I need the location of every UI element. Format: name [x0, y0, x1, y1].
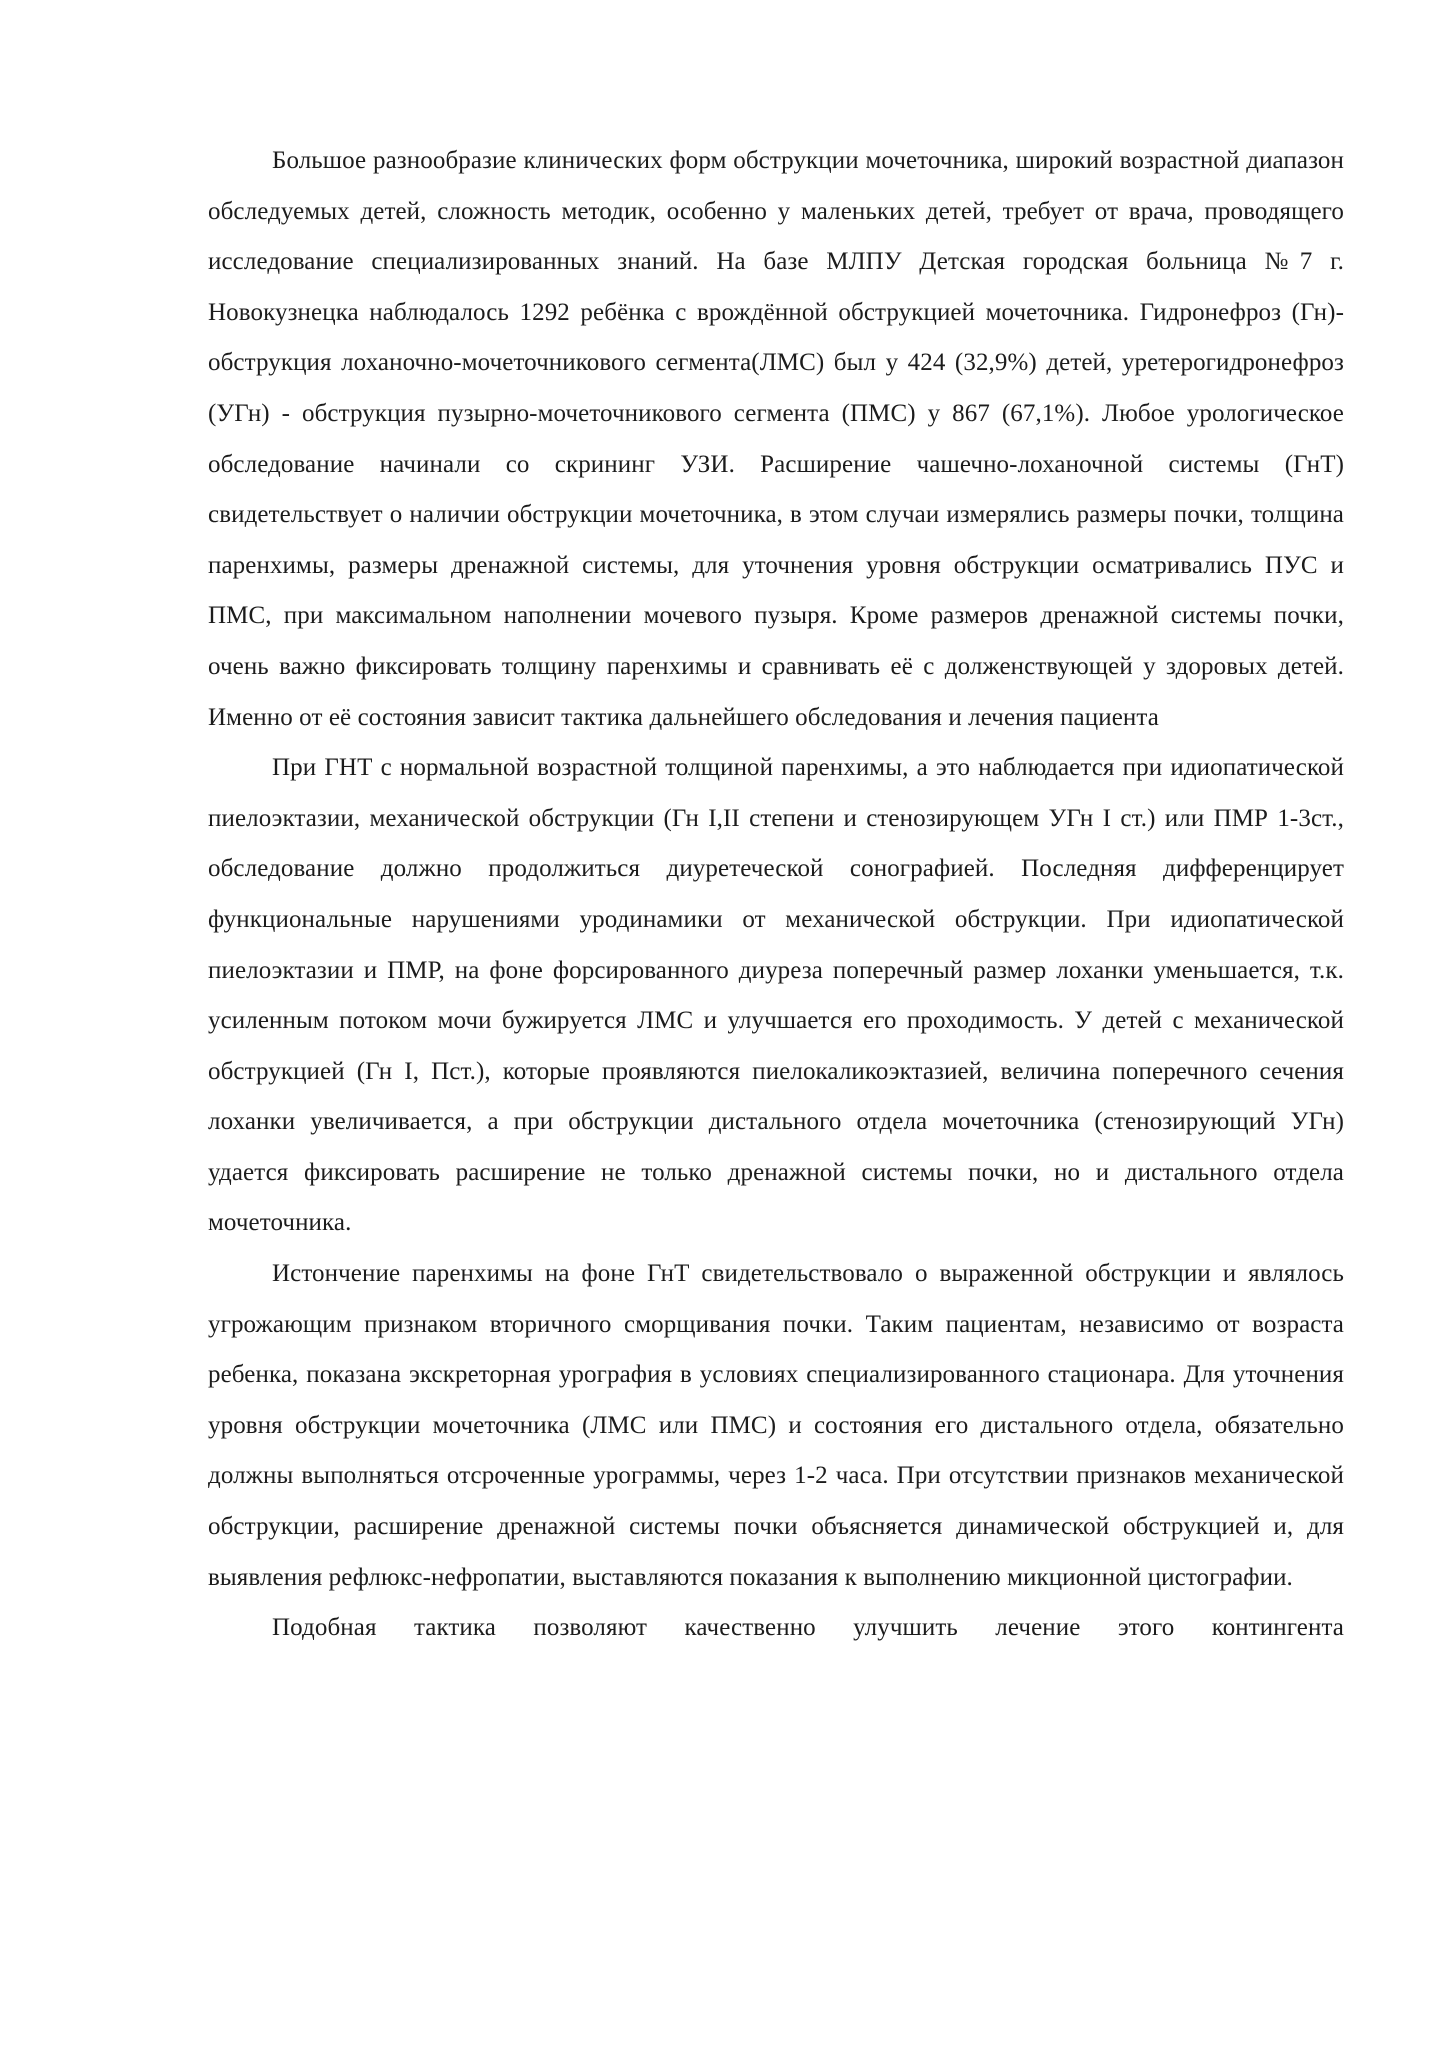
- paragraph-1: Большое разнообразие клинических форм обструкции мочеточника, широкий возрастной диапазон обследуемых детей, сложность методик, особенно у маленьких детей, требует от врача, проводящего исследование специализированных знаний. На базе МЛПУ Детская городская больница №7 г. Новокузнецка наблюдалось 1292 ребёнка с врождённой обструкцией мочеточника. Гидронефроз (Гн)-обструкция лоханочно-мочеточникового сегмента(ЛМС) был у 424 (32,9%) детей, уретерогидронефроз (УГн) - обструкция пузырно-мочеточникового сегмента (ПМС) у 867 (67,1%). Любое урологическое обследование начинали со скрининг УЗИ. Расширение чашечно-лоханочной системы (ГнТ) свидетельствует о наличии обструкции мочеточника, в этом случаи измерялись размеры почки, толщина паренхимы, размеры дренажной системы, для уточнения уровня обструкции осматривались ПУС и ПМС, при максимальном наполнении мочевого пузыря. Кроме размеров дренажной системы почки, очень важно фиксировать толщину паренхимы и сравнивать её с долженствующей у здоровых детей. Именно от её состояния зависит тактика дальнейшего обследования и лечения пациента: [208, 147, 1344, 731]
- paragraph-4: Подобная тактика позволяют качественно улучшить лечение этого контингента: [272, 1614, 1344, 1642]
- paragraph-2: При ГНТ с нормальной возрастной толщиной паренхимы, а это наблюдается при идиопатической пиелоэктазии, механической обструкции (Гн I,II степени и стенозирующем УГн I ст.) или ПМР 1-3ст., обследование должно продолжиться диуретеческой сонографией. Последняя дифференцирует функциональные нарушениями уродинамики от механической обструкции. При идиопатической пиелоэктазии и ПМР, на фоне форсированного диуреза поперечный размер лоханки уменьшается, т.к. усиленным потоком мочи бужируется ЛМС и улучшается его проходимость. У детей с механической обструкцией (Гн I, Пст.), которые проявляются пиелокаликоэктазией, величина поперечного сечения лоханки увеличивается, а при обструкции дистального отдела мочеточника (стенозирующий УГн) удается фиксировать расширение не только дренажной системы почки, но и дистального отдела мочеточника.: [208, 754, 1344, 1237]
- paragraph-3: Истончение паренхимы на фоне ГнТ свидетельствовало о выраженной обструкции и являлось угрожающим признаком вторичного сморщивания почки. Таким пациентам, независимо от возраста ребенка, показана экскреторная урография в условиях специализированного стационара. Для уточнения уровня обструкции мочеточника (ЛМС или ПМС) и состояния его дистального отдела, обязательно должны выполняться отсроченные урограммы, через 1-2 часа. При отсутствии признаков механической обструкции, расширение дренажной системы почки объясняется динамической обструкцией и, для выявления рефлюкс-нефропатии, выставляются показания к выполнению микционной цистографии.: [208, 1260, 1344, 1591]
- document-body: [208, 136, 1344, 1654]
